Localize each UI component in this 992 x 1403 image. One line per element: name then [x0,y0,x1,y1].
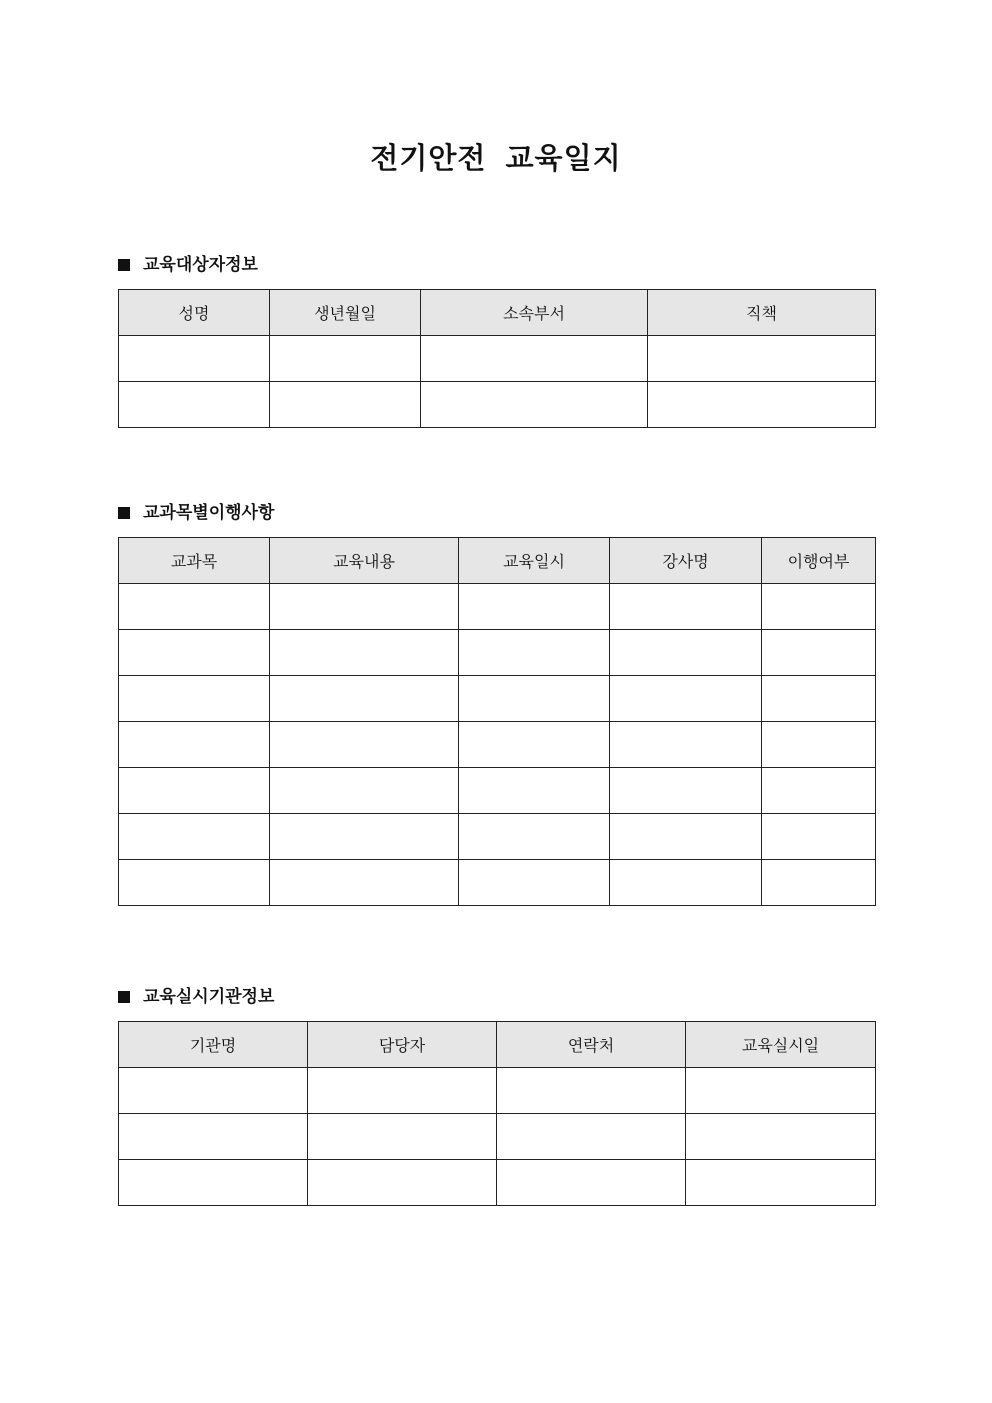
header-cell: 교육실시일 [686,1022,876,1068]
table-header-row [119,1022,876,1068]
table-cell[interactable] [270,382,421,428]
table-cell[interactable] [421,336,648,382]
section-heading-label: 교육대상자정보 [143,255,258,275]
header-cell: 연락처 [497,1022,686,1068]
header-cell: 생년월일 [270,290,421,336]
section-heading-label: 교육실시기관정보 [143,987,275,1007]
table-cell[interactable] [119,1160,308,1206]
table-row [119,1068,876,1114]
table-cell[interactable] [119,584,270,630]
section-heading-provider-info [118,986,274,1008]
table-cell[interactable] [497,1160,686,1206]
table-cell[interactable] [686,1114,876,1160]
table-cell[interactable] [119,768,270,814]
table-cell[interactable] [610,768,762,814]
table-row [119,630,876,676]
header-cell: 교과목 [119,538,270,584]
table-header-row [119,538,876,584]
header-cell: 강사명 [610,538,762,584]
table-cell[interactable] [497,1114,686,1160]
trainee-info-table [118,289,876,428]
table-row [119,860,876,906]
table-cell[interactable] [270,630,459,676]
header-cell: 교육일시 [459,538,610,584]
table-cell[interactable] [119,860,270,906]
header-cell: 성명 [119,290,270,336]
table-cell[interactable] [762,630,876,676]
table-cell[interactable] [459,722,610,768]
table-cell[interactable] [119,336,270,382]
table-row [119,768,876,814]
table-row [119,584,876,630]
square-bullet-icon [118,507,130,519]
table-cell[interactable] [610,860,762,906]
table-cell[interactable] [648,382,876,428]
table-cell[interactable] [308,1114,497,1160]
table-row [119,1160,876,1206]
table-cell[interactable] [119,676,270,722]
table-cell[interactable] [270,860,459,906]
table-cell[interactable] [270,336,421,382]
table-cell[interactable] [459,860,610,906]
table-cell[interactable] [308,1068,497,1114]
table-cell[interactable] [270,722,459,768]
table-cell[interactable] [610,814,762,860]
table-cell[interactable] [762,860,876,906]
header-cell: 이행여부 [762,538,876,584]
table-cell[interactable] [648,336,876,382]
table-cell[interactable] [762,584,876,630]
table-cell[interactable] [119,630,270,676]
table-row [119,336,876,382]
header-cell: 교육내용 [270,538,459,584]
header-cell: 직책 [648,290,876,336]
table-cell[interactable] [610,630,762,676]
table-cell[interactable] [119,1068,308,1114]
table-cell[interactable] [270,768,459,814]
table-cell[interactable] [610,676,762,722]
table-row [119,676,876,722]
section-heading-trainee-info [118,254,258,276]
table-cell[interactable] [119,1114,308,1160]
header-cell: 담당자 [308,1022,497,1068]
document-title: 전기안전 교육일지 [370,141,622,175]
table-cell[interactable] [459,630,610,676]
table-cell[interactable] [686,1160,876,1206]
section-heading-course-progress [118,502,274,524]
table-cell[interactable] [308,1160,497,1206]
table-cell[interactable] [459,676,610,722]
table-cell[interactable] [119,382,270,428]
section-heading-label: 교과목별이행사항 [143,503,275,523]
table-header-row [119,290,876,336]
table-row [119,382,876,428]
table-row [119,1114,876,1160]
table-cell[interactable] [270,584,459,630]
table-cell[interactable] [459,584,610,630]
table-cell[interactable] [459,768,610,814]
table-cell[interactable] [119,814,270,860]
table-cell[interactable] [119,722,270,768]
table-cell[interactable] [762,814,876,860]
table-cell[interactable] [421,382,648,428]
header-cell: 기관명 [119,1022,308,1068]
table-cell[interactable] [762,676,876,722]
table-cell[interactable] [459,814,610,860]
table-cell[interactable] [497,1068,686,1114]
table-cell[interactable] [270,676,459,722]
square-bullet-icon [118,991,130,1003]
table-cell[interactable] [762,768,876,814]
table-cell[interactable] [610,722,762,768]
provider-info-table [118,1021,876,1206]
table-cell[interactable] [686,1068,876,1114]
table-cell[interactable] [762,722,876,768]
square-bullet-icon [118,259,130,271]
header-cell: 소속부서 [421,290,648,336]
course-progress-table [118,537,876,906]
table-cell[interactable] [270,814,459,860]
table-row [119,722,876,768]
table-cell[interactable] [610,584,762,630]
table-row [119,814,876,860]
